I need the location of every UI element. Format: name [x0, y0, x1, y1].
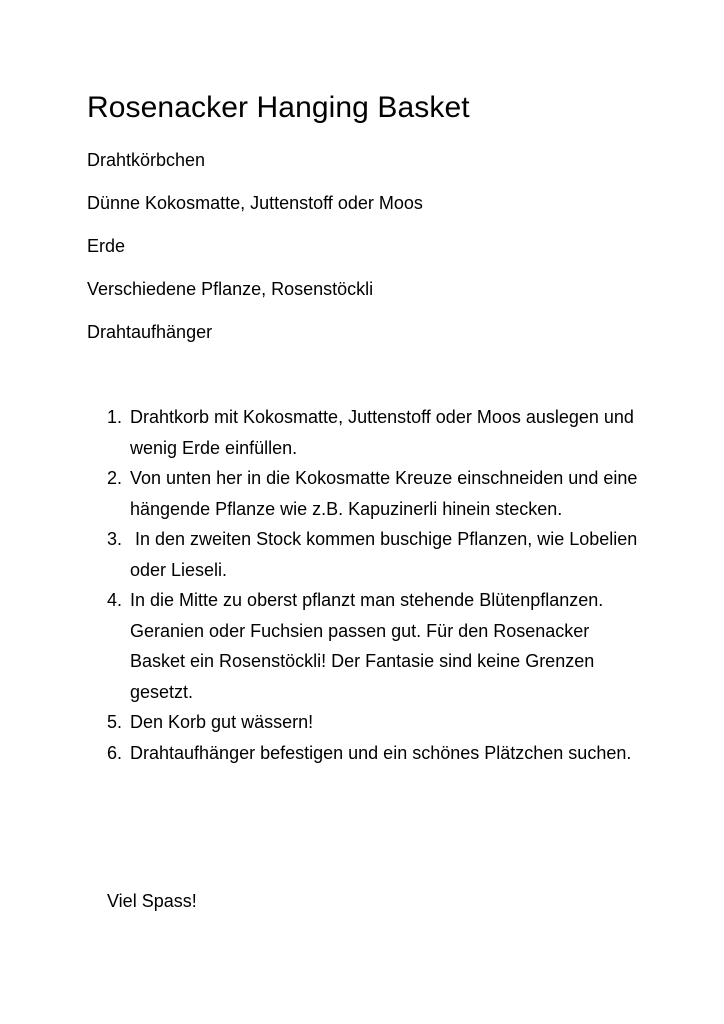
instruction-step [107, 463, 647, 524]
instruction-step [107, 585, 647, 707]
instructions-list [107, 402, 647, 768]
step-text: In den zweiten Stock kommen buschige Pflanzen, wie Lobelien oder Lieseli. [130, 529, 643, 580]
material-item: Verschiedene Pflanze, Rosenstöckli [87, 279, 374, 299]
materials-list [87, 146, 423, 361]
step-text: Drahtaufhänger befestigen und ein schönes Plätzchen suchen. [130, 742, 632, 763]
step-text: In die Mitte zu oberst pflanzt man stehende Blütenpflanzen. Geranien oder Fuchsien passen gut. Für den Rosenacker Basket ein Rosenstöckli! Der Fantasie sind keine Grenzen gesetzt. [130, 590, 604, 702]
step-text: Den Korb gut wässern! [130, 712, 314, 732]
step-number: 6. [107, 742, 123, 763]
material-item: Drahtkörbchen [87, 150, 206, 170]
step-text: Drahtkorb mit Kokosmatte, Juttenstoff oder Moos auslegen und wenig Erde einfüllen. [130, 407, 634, 458]
closing-text: Viel Spass! [107, 891, 197, 911]
step-number: 4. [107, 590, 123, 610]
step-number: 2. [107, 468, 123, 488]
document-title: Rosenacker Hanging Basket [87, 91, 470, 124]
instruction-step [107, 707, 647, 738]
step-number: 1. [107, 407, 123, 427]
instruction-step [107, 402, 647, 463]
material-item: Erde [87, 236, 126, 256]
step-number: 3. [107, 529, 123, 549]
step-text: Von unten her in die Kokosmatte Kreuze einschneiden und eine hängende Pflanze wie z.B. Kapuzinerli hinein stecken. [130, 468, 638, 519]
instruction-step [107, 524, 647, 585]
step-number: 5. [107, 712, 123, 732]
instruction-step [107, 738, 647, 769]
material-item: Dünne Kokosmatte, Juttenstoff oder Moos [87, 193, 423, 213]
material-item: Drahtaufhänger [87, 322, 213, 342]
